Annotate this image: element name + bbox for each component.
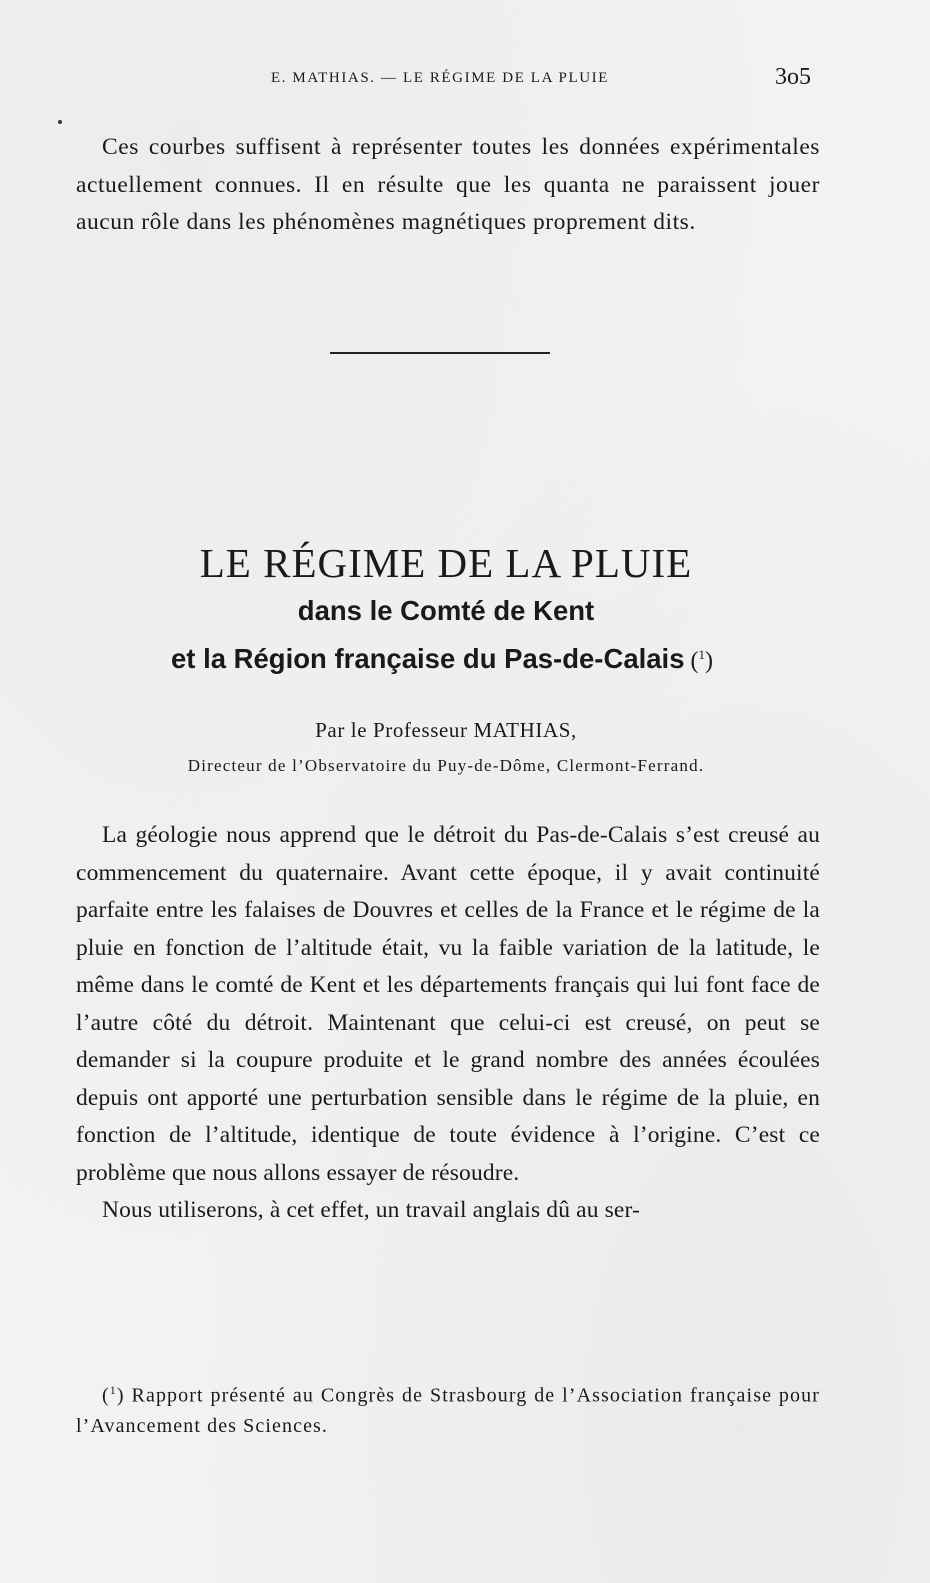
article-subtitle-line1: dans le Comté de Kent	[297, 595, 595, 626]
intro-block	[76, 129, 820, 242]
body-text	[76, 817, 820, 1230]
body-paragraph-2: Nous utiliserons, à cet effet, un travail anglais dû au ser-	[102, 1197, 640, 1223]
margin-speck	[58, 120, 62, 124]
author-affiliation: Directeur de l’Observatoire du Puy-de-Dôme, Clermont-Ferrand.	[187, 756, 705, 775]
footnote-text: Rapport présenté au Congrès de Strasbourg de l’Association française pour l’Avancement des Sciences.	[76, 1384, 820, 1437]
footnote: ($^1$) Rapport présenté au Congrès de Strasbourg de l’Association française pour l’Avancement des Sciences.	[76, 1383, 820, 1437]
footnote-number: 1	[109, 1383, 117, 1397]
author-byline: Par le Professeur MATHIAS,	[315, 718, 577, 742]
footnote-reference-number: 1	[698, 647, 705, 662]
section-divider	[330, 352, 550, 354]
article-title: LE RÉGIME DE LA PLUIE	[199, 540, 693, 587]
footnote-reference: ($^1$)	[690, 647, 713, 674]
page-number: 3o5	[775, 64, 811, 90]
running-head: E. MATHIAS. — LE RÉGIME DE LA PLUIE	[270, 70, 610, 86]
intro-paragraph: Ces courbes suffisent à représenter toutes les données expérimentales actuellement connues. Il en résulte que les quanta ne paraissent jouer aucun rôle dans les phénomènes magnétiques proprement dits.	[76, 134, 820, 235]
article-subtitle-line2	[0, 643, 888, 675]
subtitle-line2-text: et la Région française du Pas-de-Calais	[170, 643, 685, 674]
body-paragraph-1: La géologie nous apprend que le détroit du Pas-de-Calais s’est creusé au commencement du quaternaire. Avant cette époque, il y avait continuité parfaite entre les falaises de Douvres et celles de la France et le régime de la pluie en fonction de l’altitude était, vu la faible variation de la latitude, le même dans le comté de Kent et les départements français qui lui font face de l’autre côté du détroit. Maintenant que celui-ci est creusé, on peut se demander si la coupure produite et le grand nombre des années écoulées depuis ont apporté une perturbation sensible dans le régime de la pluie, en fonction de l’altitude, identique de toute évidence à l’origine. C’est ce problème que nous allons essayer de résoudre.	[76, 822, 820, 1186]
